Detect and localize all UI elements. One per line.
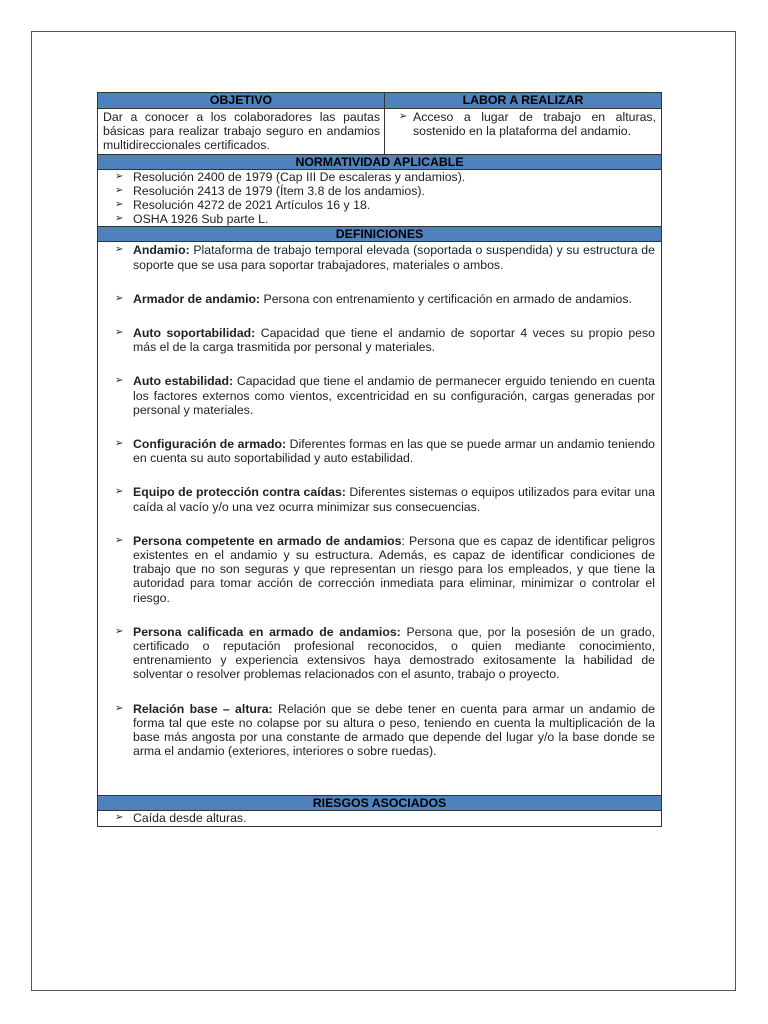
definition-item [115, 243, 655, 271]
definition-text: Capacidad que tiene el andamio de permanecer erguido teniendo en cuenta los factores externos como vientos, excentricidad en su configuración, cargas generadas por personal y materiales. [133, 374, 655, 417]
definition-term: Equipo de protección contra caídas: [133, 485, 346, 500]
definition-text: Plataforma de trabajo temporal elevada (soportada o suspendida) y su estructura de soporte que se usa para soportar trabajadores, materiales o ambos. [133, 243, 655, 272]
definition-body [133, 243, 655, 271]
arrow-bullet-icon: ➢ [115, 702, 124, 714]
definition-term: Auto soportabilidad: [133, 326, 256, 341]
definition-term: Relación base – altura: [133, 701, 273, 716]
list-item [115, 811, 657, 825]
normatividad-item: Resolución 4272 de 2021 Artículos 16 y 18. [133, 198, 371, 213]
objetivo-labor-row [98, 109, 661, 155]
normatividad-list [98, 170, 661, 228]
definition-body [133, 437, 655, 465]
definition-item [115, 534, 655, 605]
arrow-bullet-icon: ➢ [115, 486, 124, 498]
riesgos-header: RIESGOS ASOCIADOS [98, 796, 661, 811]
definition-text: Diferentes sistemas o equipos utilizados para evitar una caída al vacío y/o una vez ocurra minimizar sus consecuencias. [133, 485, 655, 514]
riesgo-item: Caída desde alturas. [133, 810, 247, 825]
list-item [115, 170, 657, 184]
riesgos-list [98, 811, 661, 826]
definition-item [115, 485, 655, 513]
definition-body [133, 292, 655, 306]
arrow-bullet-icon: ➢ [115, 625, 124, 637]
definition-item [115, 292, 655, 306]
normatividad-item: Resolución 2413 de 1979 (Ítem 3.8 de los andamios). [133, 183, 425, 198]
labor-header: LABOR A REALIZAR [385, 93, 661, 108]
arrow-bullet-icon: ➢ [399, 111, 408, 122]
objetivo-header: OBJETIVO [98, 93, 385, 108]
definition-item [115, 374, 655, 417]
arrow-bullet-icon: ➢ [115, 438, 124, 450]
definition-text: Diferentes formas en las que se puede armar un andamio teniendo en cuenta su auto soportabilidad y auto estabilidad. [133, 437, 655, 466]
definition-body [133, 534, 655, 605]
definition-term: Persona calificada en armado de andamios: [133, 624, 401, 639]
definition-term: Armador de andamio: [133, 291, 261, 306]
definiciones-header: DEFINICIONES [98, 227, 661, 242]
definition-text: Persona que, por la posesión de un grado, certificado o reputación profesional reconocidos, o quien mediante conocimiento, entrenamiento y experiencia extensivos haya demostrado exitosamente la habilidad de solventar o resolver problemas relacionados con el asunto, trabajo o proyecto. [133, 624, 655, 682]
arrow-bullet-icon: ➢ [115, 199, 124, 211]
labor-cell [385, 109, 661, 154]
definition-item [115, 326, 655, 354]
definition-term: Persona competente en armado de andamios [133, 533, 402, 548]
definition-item [115, 702, 655, 759]
definition-item [115, 625, 655, 682]
definition-text: : Persona que es capaz de identificar peligros existentes en el andamio y su estructura. Además, es capaz de identificar condiciones de trabajo que no son seguras y que representan un riesgo para los empleados, y que tiene la autoridad para tomar acción de corrección inmediata para eliminar, minimizar o controlar el riesgo. [133, 533, 655, 605]
definition-term: Auto estabilidad: [133, 374, 234, 389]
definition-term: Andamio: [133, 243, 190, 258]
definiciones-list [98, 243, 661, 795]
arrow-bullet-icon: ➢ [115, 184, 124, 196]
labor-text: Acceso a lugar de trabajo en alturas, sostenido en la plataforma del andamio. [413, 110, 656, 139]
definition-body [133, 702, 655, 759]
arrow-bullet-icon: ➢ [115, 213, 124, 225]
arrow-bullet-icon: ➢ [115, 292, 124, 304]
definition-text: Persona con entrenamiento y certificación en armado de andamios. [260, 291, 632, 306]
procedure-table [97, 92, 662, 827]
arrow-bullet-icon: ➢ [115, 375, 124, 387]
objetivo-text: Dar a conocer a los colaboradores las pautas básicas para realizar trabajo seguro en andamios multidireccionales certificados. [98, 109, 385, 154]
definition-text: Capacidad que tiene el andamio de soportar 4 veces su propio peso más el de la carga trasmitida por personal y materiales. [133, 326, 655, 355]
definition-body [133, 326, 655, 354]
definition-text: Relación que se debe tener en cuenta para armar un andamio de forma tal que este no colapse por su altura o peso, teniendo en cuenta la multiplicación de la base más angosta por una constante de armado que depende del lugar y/o la base donde se arma el andamio (exteriores, interiores o sobre ruedas). [133, 701, 656, 759]
arrow-bullet-icon: ➢ [115, 327, 124, 339]
definition-body [133, 625, 655, 682]
list-item [115, 212, 657, 226]
normatividad-item: Resolución 2400 de 1979 (Cap III De escaleras y andamios). [133, 169, 466, 184]
list-item [399, 110, 656, 138]
list-item [115, 198, 657, 212]
arrow-bullet-icon: ➢ [115, 534, 124, 546]
definition-body [133, 485, 655, 513]
arrow-bullet-icon: ➢ [115, 244, 124, 256]
list-item [115, 184, 657, 198]
definition-body [133, 374, 655, 417]
normatividad-header: NORMATIVIDAD APLICABLE [98, 155, 661, 170]
definition-term: Configuración de armado: [133, 437, 287, 452]
arrow-bullet-icon: ➢ [115, 811, 124, 823]
arrow-bullet-icon: ➢ [115, 170, 124, 182]
definition-item [115, 437, 655, 465]
normatividad-item: OSHA 1926 Sub parte L. [133, 212, 269, 227]
header-row [98, 93, 661, 109]
